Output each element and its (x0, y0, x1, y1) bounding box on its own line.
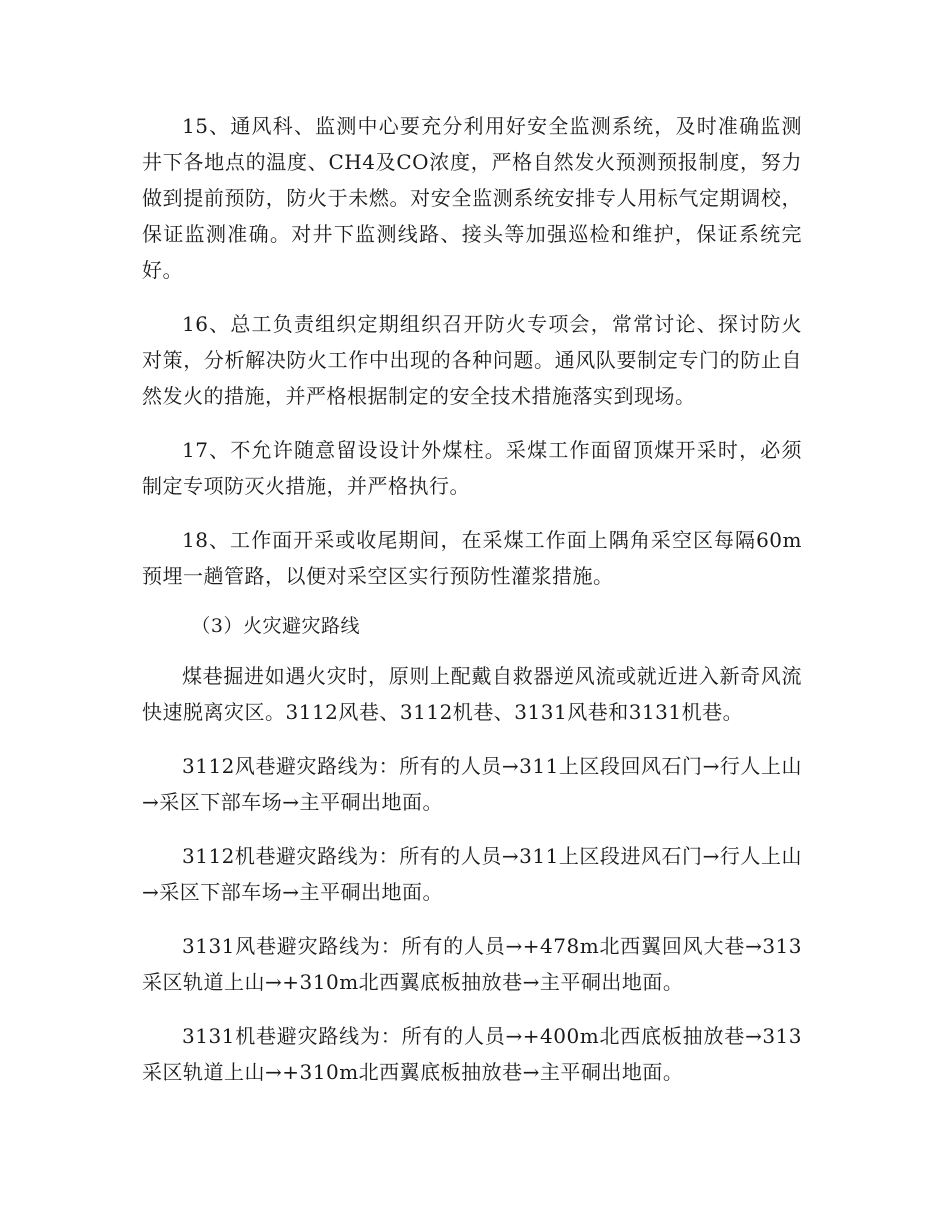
paragraph-fire-escape-intro: 煤巷掘进如遇火灾时，原则上配戴自救器逆风流或就近进入新奇风流快速脱离灾区。3112风巷、3112机巷、3131风巷和3131机巷。 (142, 664, 802, 724)
document-body (142, 108, 802, 1108)
paragraph-route-3131-machine-lane: 3131机巷避灾路线为：所有的人员→+400m北西底板抽放巷→313采区轨道上山→+310m北西翼底板抽放巷→主平硐出地面。 (142, 1024, 802, 1084)
paragraph-route-3112-machine-lane: 3112机巷避灾路线为：所有的人员→311上区段进风石门→行人上山→采区下部车场→主平硐出地面。 (142, 844, 802, 904)
paragraph-18: 18、工作面开采或收尾期间，在采煤工作面上隅角采空区每隔60m预埋一趟管路，以便对采空区实行预防性灌浆措施。 (142, 528, 802, 588)
paragraph-17: 17、不允许随意留设设计外煤柱。采煤工作面留顶煤开采时，必须制定专项防灭火措施，并严格执行。 (142, 438, 802, 498)
paragraph-16: 16、总工负责组织定期组织召开防火专项会，常常讨论、探讨防火对策，分析解决防火工作中出现的各种问题。通风队要制定专门的防止自然发火的措施，并严格根据制定的安全技术措施落实到现场。 (142, 312, 802, 408)
section-heading-fire-escape-routes: （3）火灾避灾路线 (191, 615, 360, 637)
paragraph-15: 15、通风科、监测中心要充分利用好安全监测系统，及时准确监测井下各地点的温度、CH4及CO浓度，严格自然发火预测预报制度，努力做到提前预防，防火于未燃。对安全监测系统安排专人用标气定期调校，保证监测准确。对井下监测线路、接头等加强巡检和维护，保证系统完好。 (142, 114, 802, 282)
paragraph-route-3131-air-lane: 3131风巷避灾路线为：所有的人员→+478m北西翼回风大巷→313采区轨道上山→+310m北西翼底板抽放巷→主平硐出地面。 (142, 934, 802, 994)
paragraph-route-3112-air-lane: 3112风巷避灾路线为：所有的人员→311上区段回风石门→行人上山→采区下部车场→主平硐出地面。 (142, 754, 802, 814)
